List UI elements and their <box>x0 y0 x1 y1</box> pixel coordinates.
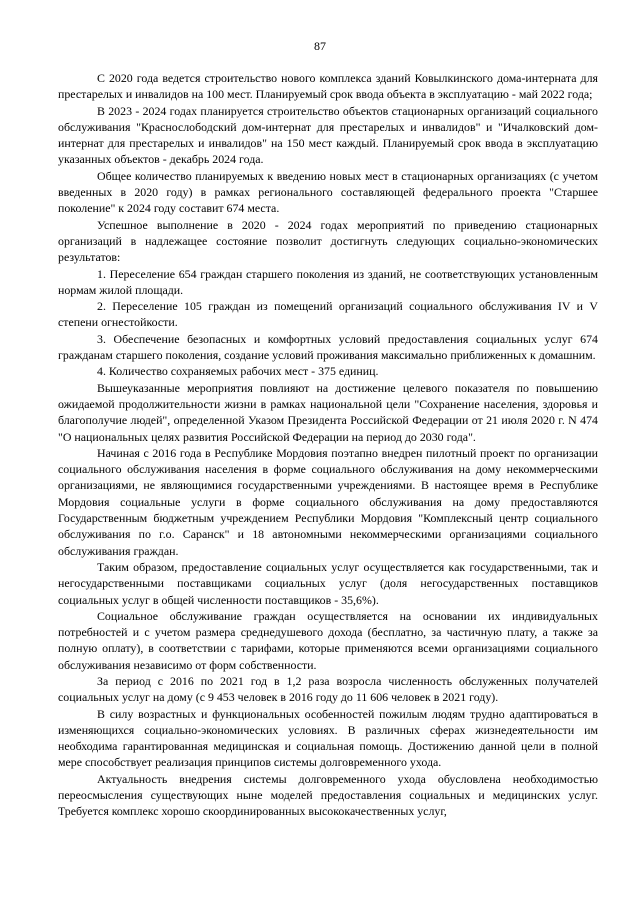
paragraph: Таким образом, предоставление социальных услуг осуществляется как государственными, так и негосударственными поставщиками социальных услуг (доля негосударственных поставщиков социальных услуг в общей численности поставщиков - 35,6%). <box>58 559 598 607</box>
paragraph: В 2023 - 2024 годах планируется строительство объектов стационарных организаций социального обслуживания "Краснослободский дом-интернат для престарелых и инвалидов" и "Ичалковский дом-интернат для престарелых и инвалидов" на 150 мест каждый. Планируемый срок ввода в эксплуатацию указанных объектов - декабрь 2024 года. <box>58 103 598 167</box>
body-text <box>58 70 598 820</box>
paragraph: Общее количество планируемых к введению новых мест в стационарных организациях (с учетом введенных в 2020 году) в рамках регионального составляющей федерального проекта "Старшее поколение" к 2024 году составит 674 места. <box>58 168 598 216</box>
paragraph: Вышеуказанные мероприятия повлияют на достижение целевого показателя по повышению ожидаемой продолжительности жизни в рамках национальной цели "Сохранение населения, здоровья и благополучие людей", определенной Указом Президента Российской Федерации от 21 июля 2020 г. N 474 "О национальных целях развития Российской Федерации на период до 2030 года". <box>58 380 598 444</box>
paragraph: 4. Количество сохраняемых рабочих мест - 375 единиц. <box>97 364 379 379</box>
paragraph: 2. Переселение 105 граждан из помещений организаций социального обслуживания IV и V степени огнестойкости. <box>58 299 598 330</box>
page-number: 87 <box>314 39 326 53</box>
paragraph: С 2020 года ведется строительство нового комплекса зданий Ковылкинского дома-интерната для престарелых и инвалидов на 100 мест. Планируемый срок ввода объекта в эксплуатацию - май 2022 года; <box>58 71 598 102</box>
paragraph: Начиная с 2016 года в Республике Мордовия поэтапно внедрен пилотный проект по организации социального обслуживания населения в форме социального обслуживания на дому некоммерческими организациями, не являющимися государственными учреждениями. В настоящее время в Республике Мордовия социальные услуги в форме социального обслуживания на дому предоставляются Государственным бюджетным учреждением Республики Мордовия "Комплексный центр социального обслуживания по г.о. Саранск" и 18 автономными некоммерческими организациями социального обслуживания граждан. <box>58 445 598 558</box>
paragraph: За период с 2016 по 2021 год в 1,2 раза возросла численность обслуженных получателей социальных услуг на дому (с 9 453 человек в 2016 году до 11 606 человек в 2021 году). <box>58 673 598 705</box>
paragraph: Успешное выполнение в 2020 - 2024 годах мероприятий по приведению стационарных организаций в надлежащее состояние позволит достигнуть следующих социально-экономических результатов: <box>58 217 598 265</box>
paragraph: Актуальность внедрения системы долговременного ухода обусловлена необходимостью переосмысления существующих ныне моделей предоставления социальных и медицинских услуг. Требуется комплекс хорошо скоординированных высококачественных услуг, <box>58 771 598 819</box>
paragraph: Социальное обслуживание граждан осуществляется на основании их индивидуальных потребностей и с учетом размера среднедушевого дохода (бесплатно, за частичную плату, а также за полную оплату), в соответствии с тарифами, которые применяются всеми организациями социального обслуживания независимо от форм собственности. <box>58 608 598 672</box>
paragraph: 3. Обеспечение безопасных и комфортных условий предоставления социальных услуг 674 гражданам старшего поколения, создание условий проживания максимально приближенных к домашним. <box>58 331 598 363</box>
paragraph: В силу возрастных и функциональных особенностей пожилым людям трудно адаптироваться в изменяющихся социально-экономических условиях. В различных сферах жизнедеятельности им необходима гарантированная медицинская и социальная помощь. Достижению данной цели в полной мере способствует реализация принципов системы долговременного ухода. <box>58 706 598 770</box>
paragraph: 1. Переселение 654 граждан старшего поколения из зданий, не соответствующих установленным нормам жилой площади. <box>58 266 598 297</box>
